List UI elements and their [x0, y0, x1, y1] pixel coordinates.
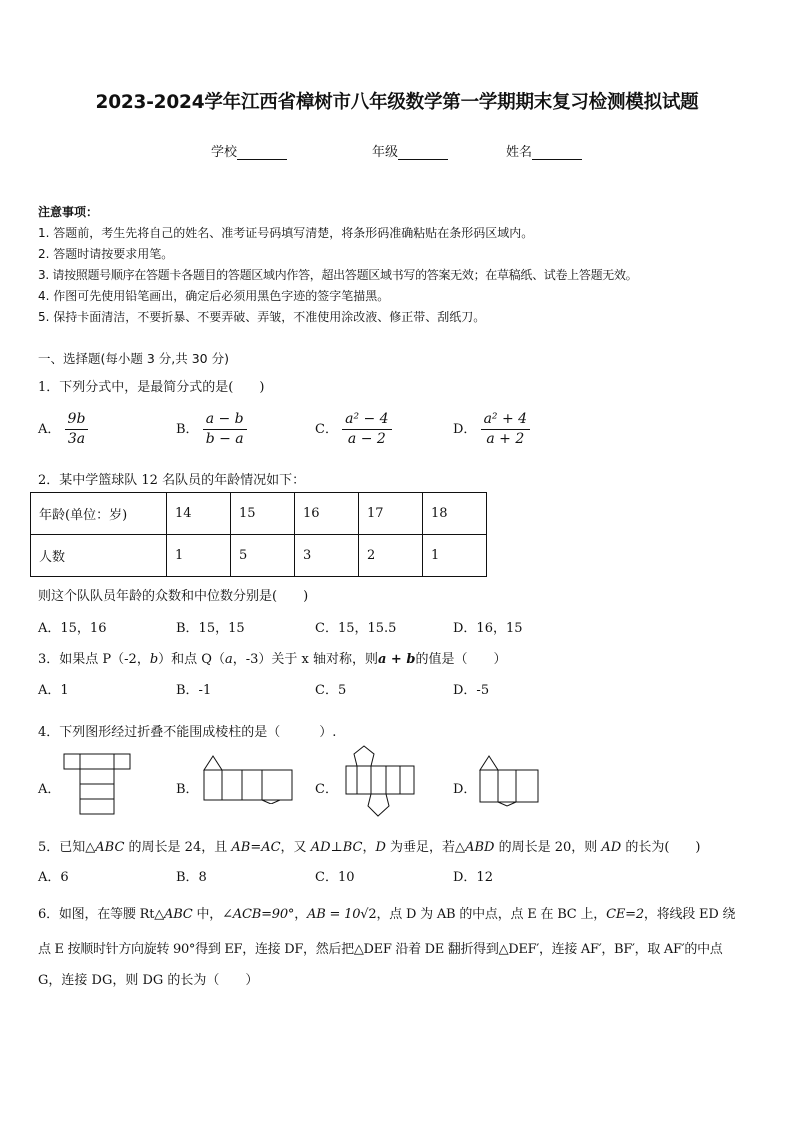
q6-line-3: G，连接 DG，则 DG 的长为（ ）	[38, 973, 259, 988]
table-cell: 16	[295, 493, 359, 535]
section-heading: 一、选择题(每小题 3 分,共 30 分)	[38, 351, 229, 366]
text: ）和点 Q（	[158, 652, 225, 667]
table-cell: 14	[167, 493, 231, 535]
numerator: a² − 4	[342, 410, 392, 430]
option-label: A．	[38, 422, 61, 437]
grade-field[interactable]	[372, 141, 448, 160]
fraction	[203, 410, 247, 449]
table-row	[31, 493, 487, 535]
text: ，	[362, 840, 376, 855]
school-blank	[237, 145, 287, 160]
denominator: a − 2	[347, 431, 386, 447]
q6-line-1	[38, 903, 735, 922]
net-figure-a	[62, 752, 134, 818]
numerator: a − b	[203, 410, 247, 430]
name-label: 姓名	[506, 145, 533, 160]
q4-option-c[interactable]: C．	[315, 782, 338, 797]
school-label: 学校	[211, 145, 238, 160]
text: ，	[294, 907, 308, 922]
math-var: AB=AC	[231, 840, 281, 855]
table-cell: 15	[231, 493, 295, 535]
q4-stem: 4．下列图形经过折叠不能围成棱柱的是（ ）.	[38, 725, 337, 740]
denominator: b − a	[205, 431, 244, 447]
text: ，点 D 为 AB 的中点，点 E 在 BC 上，	[376, 907, 607, 922]
math-var: ABC	[164, 907, 193, 922]
q2-question: 则这个队队员年龄的众数和中位数分别是( )	[38, 589, 309, 604]
age-table	[30, 492, 487, 577]
table-cell: 人数	[31, 535, 167, 577]
notice-heading: 注意事项：	[38, 205, 99, 219]
table-cell: 年龄(单位：岁)	[31, 493, 167, 535]
text: 中，	[192, 907, 223, 922]
text: 的值是（ ）	[415, 652, 507, 667]
fraction	[65, 410, 89, 449]
page-title: 2023-2024学年江西省樟树市八年级数学第一学期期末复习检测模拟试题	[95, 92, 699, 113]
q1-option-d[interactable]	[453, 410, 530, 449]
q5-option-c[interactable]: C．10	[315, 870, 355, 885]
q1-option-a[interactable]	[38, 410, 88, 449]
math-var: ABC	[95, 840, 125, 855]
table-cell: 3	[295, 535, 359, 577]
q2-stem: 2．某中学篮球队 12 名队员的年龄情况如下：	[38, 473, 306, 488]
q4-option-d[interactable]: D．	[453, 782, 477, 797]
q3-option-a[interactable]: A．1	[38, 683, 69, 698]
numerator: a² + 4	[481, 410, 531, 430]
table-cell: 18	[423, 493, 487, 535]
text: 为垂足，若△	[385, 840, 466, 855]
text: ，又	[280, 840, 311, 855]
math-var: ∠ACB=90°	[222, 907, 295, 922]
table-cell: 17	[359, 493, 423, 535]
var-b: b	[149, 652, 159, 667]
option-label: B．	[176, 422, 199, 437]
notice-item: 5. 保持卡面清洁，不要折暴、不要弄破、弄皱，不准使用涂改液、修正带、刮纸刀。	[38, 310, 486, 324]
text: 的周长是 20，则	[494, 840, 602, 855]
q3-option-b[interactable]: B．-1	[176, 683, 212, 698]
notice-item: 2. 答题时请按要求用笔。	[38, 247, 174, 261]
fraction	[481, 410, 531, 449]
notice-item: 3. 请按照题号顺序在答题卡各题目的答题区域内作答，超出答题区域书写的答案无效；在草稿纸、试卷上答题无效。	[38, 268, 638, 282]
denominator: 3a	[67, 431, 86, 447]
q3-option-d[interactable]: D．-5	[453, 683, 490, 698]
math-var: CE=2	[606, 907, 644, 922]
math-var: ABD	[465, 840, 495, 855]
table-cell: 1	[167, 535, 231, 577]
text: 5．已知△	[38, 840, 96, 855]
q4-option-a[interactable]: A．	[38, 782, 61, 797]
q1-stem: 1．下列分式中，是最简分式的是( )	[38, 380, 265, 395]
notice-item: 1. 答题前，考生先将自己的姓名、准考证号码填写清楚，将条形码准确粘贴在条形码区域内。	[38, 226, 534, 240]
math-var: AB = 10	[307, 907, 361, 922]
table-cell: 5	[231, 535, 295, 577]
q2-option-a[interactable]: A．15，16	[38, 621, 107, 636]
q1-option-b[interactable]	[176, 410, 247, 449]
table-row	[31, 535, 487, 577]
net-figure-c	[342, 744, 418, 820]
text: ，将线段 ED 绕	[643, 907, 736, 922]
q2-option-b[interactable]: B．15，15	[176, 621, 245, 636]
math-var: AD	[601, 840, 622, 855]
q5-option-b[interactable]: B．8	[176, 870, 207, 885]
denominator: a + 2	[486, 431, 525, 447]
notice-item: 4. 作图可先使用铅笔画出，确定后必须用黑色字迹的签字笔描黑。	[38, 289, 390, 303]
q2-option-d[interactable]: D．16，15	[453, 621, 523, 636]
q2-option-c[interactable]: C．15，15.5	[315, 621, 397, 636]
sqrt-term: √2	[360, 907, 377, 922]
table-cell: 2	[359, 535, 423, 577]
option-label: D．	[453, 422, 477, 437]
grade-blank	[398, 145, 448, 160]
name-blank	[532, 145, 582, 160]
name-field[interactable]	[506, 141, 582, 160]
numerator: 9b	[65, 410, 89, 430]
net-figure-d	[476, 752, 542, 808]
net-figure-b	[198, 752, 300, 804]
q3-option-c[interactable]: C．5	[315, 683, 347, 698]
q6-line-2: 点 E 按顺时针方向旋转 90°得到 EF，连接 DF，然后把△DEF 沿着 DE 翻折得到△DEF′，连接 AF′，BF′，取 AF′的中点	[38, 942, 723, 957]
q5-option-a[interactable]: A．6	[38, 870, 69, 885]
expression: a + b	[377, 652, 416, 667]
q5-option-d[interactable]: D．12	[453, 870, 493, 885]
text: 的周长是 24，且	[124, 840, 232, 855]
text: 的长为( )	[621, 840, 701, 855]
q4-option-b[interactable]: B．	[176, 782, 199, 797]
text: ，-3）关于 x 轴对称，则	[232, 652, 378, 667]
q3-stem	[38, 648, 506, 667]
grade-label: 年级	[372, 145, 399, 160]
text: 6．如图，在等腰 Rt△	[38, 907, 165, 922]
math-var: D	[375, 840, 386, 855]
table-cell: 1	[423, 535, 487, 577]
math-var: AD⊥BC	[310, 840, 363, 855]
var-a: a	[224, 652, 233, 667]
fraction	[342, 410, 392, 449]
school-field[interactable]	[211, 141, 287, 160]
q5-stem	[38, 836, 700, 855]
option-label: C．	[315, 422, 338, 437]
q1-option-c[interactable]	[315, 410, 392, 449]
text: 3．如果点 P（-2，	[38, 652, 150, 667]
